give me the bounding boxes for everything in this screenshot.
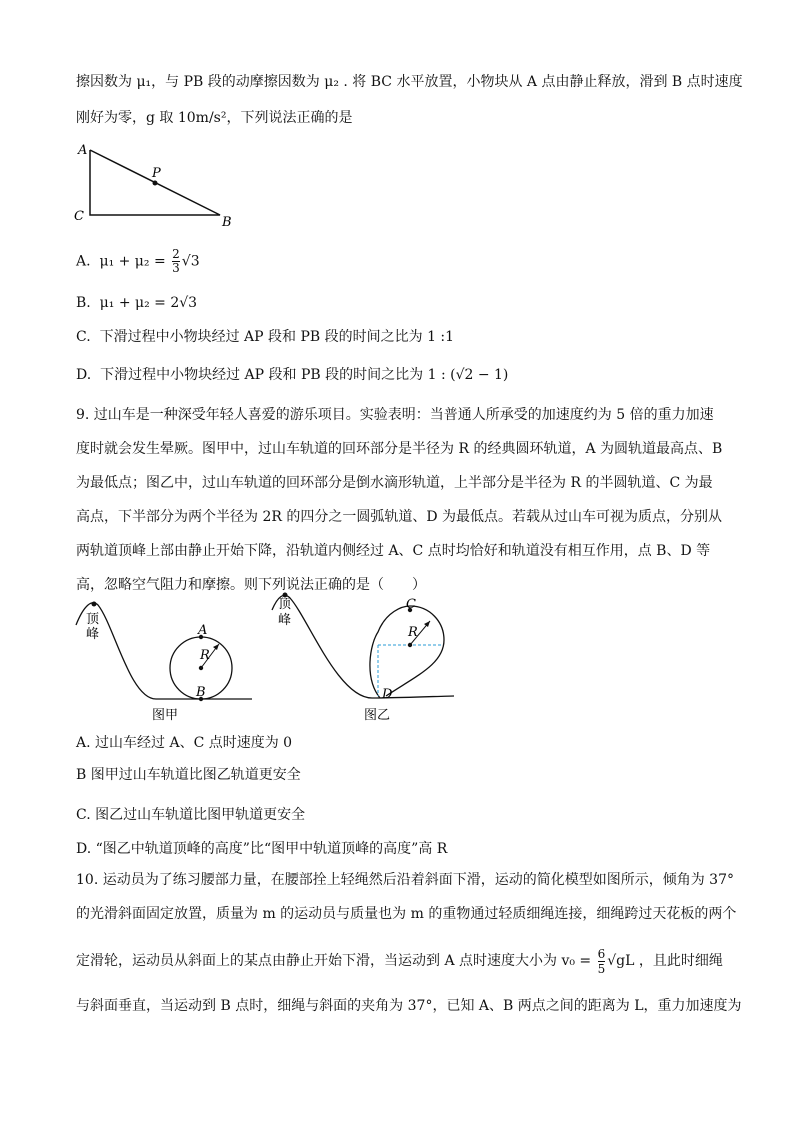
track-jia: [76, 603, 252, 699]
label-r: R: [200, 648, 210, 663]
q9-option-b: B 图甲过山车轨道比图乙轨道更安全: [76, 767, 301, 783]
q9-figure-yi: [268, 588, 468, 723]
q10-line4: 与斜面垂直，当运动到 B 点时，细绳与斜面的夹角为 37°，已知 A、B 两点之间的距离为 L，重力加速度为: [76, 998, 742, 1014]
label-r: R: [408, 625, 418, 640]
label-d: D: [382, 687, 393, 702]
q8-stem-line1: 擦因数为 μ₁，与 PB 段的动摩擦因数为 μ₂ . 将 BC 水平放置，小物块从 A 点由静止释放，滑到 B 点时速度: [76, 74, 743, 90]
label-a: A: [198, 623, 208, 638]
q9-stem: 9. 过山车是一种深受年轻人喜爱的游乐项目。实验表明：当普通人所承受的加速度约为 5 倍的重力加速度时就会发生晕厥。图甲中，过山车轨道的回环部分是半径为 R 的经典圆环轨道，A 为圆轨道最高点、B 为最低点；图乙中，过山车轨道的回环部分是倒水滴形轨道，上半部分是半径为 R 的半圆轨道、C 为最高点，下半部分为两个半径为 2R 的四分之一圆弧轨道、D 为最低点。若载从过山车可视为质点，分别从两轨道顶峰上部由静止开始下降，沿轨道内侧经过 A、C 点时均恰好和轨道没有相互作用，点 B、D 等高，忽略空气阻力和摩擦。则下列说法正确的是（ ）: [76, 407, 723, 593]
q9-option-c: C. 图乙过山车轨道比图甲轨道更安全: [76, 807, 306, 823]
caption-jia: 图甲: [152, 708, 179, 723]
q10-line3: 定滑轮，运动员从斜面上的某点由静止开始下滑，当运动到 A 点时速度大小为 v₀ = $\frac{6}{5}$ √gL ，且此时细绳: [76, 946, 723, 976]
teardrop-loop: [370, 606, 444, 698]
caption-yi: 图乙: [364, 708, 391, 723]
peak-label-1: 顶: [278, 597, 292, 612]
label-c: C: [74, 209, 84, 224]
q10-line2: 的光滑斜面固定放置，质量为 m 的运动员与质量也为 m 的重物通过轻质细绳连接，细绳跨过天花板的两个: [76, 906, 737, 922]
peak-label-1: 顶: [86, 612, 100, 627]
q8-option-b: B. μ₁ + μ₂ = 2√3: [76, 295, 198, 311]
peak-dot-jia: [92, 602, 97, 607]
q8-option-c: C. 下滑过程中小物块经过 AP 段和 PB 段的时间之比为 1 :1: [76, 329, 455, 345]
q9-option-d: D. “图乙中轨道顶峰的高度”比“图甲中轨道顶峰的高度”高 R: [76, 841, 448, 857]
label-b: B: [222, 215, 232, 230]
q9-option-a: A. 过山车经过 A、C 点时速度为 0: [76, 735, 293, 751]
q8-stem-line2: 刚好为零，g 取 10m/s²，下列说法正确的是: [76, 110, 353, 126]
q8-option-a: A. μ₁ + μ₂ = $\frac{2}{3}$ √3: [76, 247, 200, 275]
label-c: C: [406, 597, 416, 612]
q8-option-d: D. 下滑过程中小物块经过 AP 段和 PB 段的时间之比为 1 : (√2 − 1): [76, 367, 509, 383]
q10-line1: 10. 运动员为了练习腰部力量，在腰部拴上轻绳然后沿着斜面下滑，运动的简化模型如图所示，倾角为 37°: [76, 872, 734, 888]
point-p-dot: [153, 181, 158, 186]
peak-label-2: 峰: [278, 613, 292, 628]
q8-triangle-figure: [70, 140, 250, 235]
label-p: P: [152, 166, 161, 181]
label-b: B: [196, 685, 206, 700]
peak-label-2: 峰: [86, 627, 100, 642]
label-a: A: [78, 143, 88, 158]
q9-figure-jia: [70, 595, 260, 725]
